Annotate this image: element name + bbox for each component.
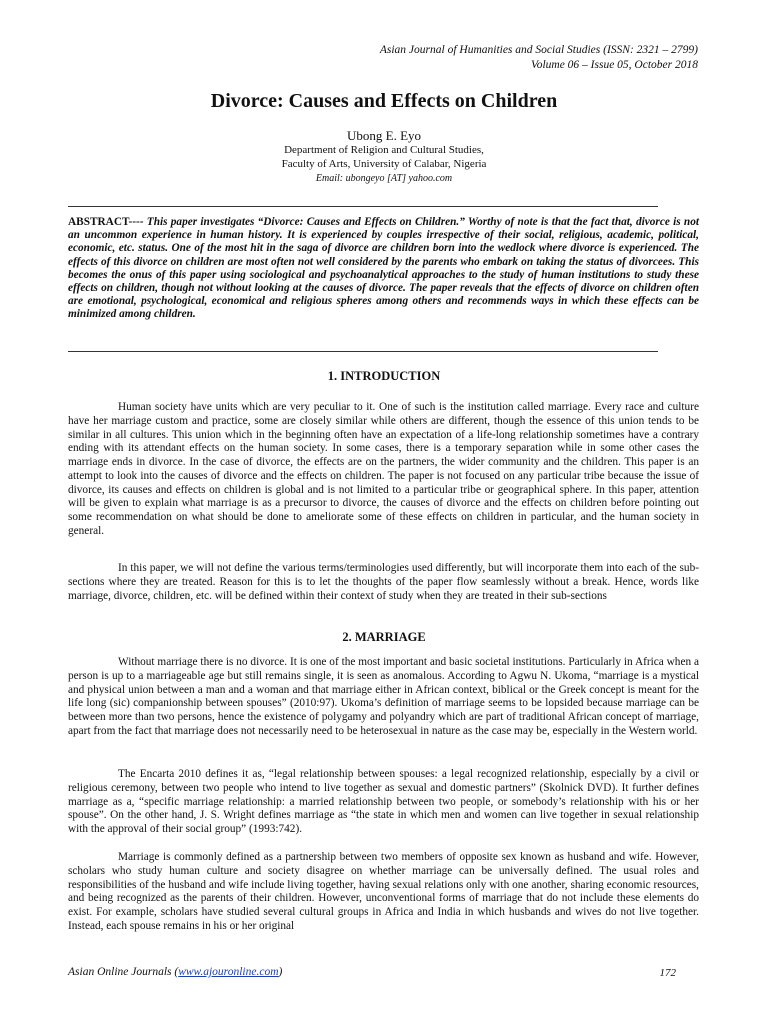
journal-issn-line: Asian Journal of Humanities and Social Studies (ISSN: 2321 – 2799) bbox=[379, 44, 698, 56]
page-number: 172 bbox=[659, 967, 676, 979]
abstract-lead: ABSTRACT---- bbox=[68, 216, 144, 228]
divider-bottom bbox=[68, 351, 658, 352]
marriage-paragraph-1: Without marriage there is no divorce. It is one of the most important and basic societal institutions. Particularly in Africa when a person is up to a marriageable age but still remains single, it is seen as anomalous. According to Agwu N. Ukoma, “marriage is a mystical and physical union between a man and a woman and that marriage either in African context, biblical or the Greek concept is meant for the life long (sic) companionship between spouses” (2010:97). Ukoma’s definition of marriage seems to be lopsided because marriage can be between more than two persons, hence the existence of polygamy and polyandry which are part of traditional African concept of marriage, apart from the fact that marriage does not necessarily need to be heterosexual in nature as the case may be, especially in the Western world. bbox=[68, 656, 699, 737]
author-block bbox=[0, 128, 768, 186]
journal-header bbox=[380, 43, 698, 73]
marriage-paragraph-3: Marriage is commonly defined as a partnership between two members of opposite sex known as husband and wife. However, scholars who study human culture and society disagree on whether marriage can be universally defined. The usual roles and responsibilities of the husband and wife include living together, having sexual relations only with one another, sharing economic resources, and being recognized as the parents of their children. However, unconventional forms of marriage that do not include these elements do exist. For example, scholars have studied several cultural groups in Africa and India in which husbands and wives do not live together. Instead, each spouse remains in his or her original bbox=[68, 851, 699, 932]
paper-title: Divorce: Causes and Effects on Children bbox=[210, 90, 558, 112]
author-name: Ubong E. Eyo bbox=[346, 128, 422, 143]
affiliation-line-1: Department of Religion and Cultural Studies, bbox=[284, 144, 484, 156]
divider-top bbox=[68, 206, 658, 207]
footer-journal-link[interactable]: www.ajouronline.com bbox=[178, 966, 279, 978]
marriage-paragraph-2: The Encarta 2010 defines it as, “legal relationship between spouses: a legal recognized relationship, especially by a civil or religious ceremony, between two people who intend to live together as sexual and domestic partners” (Skolnick DVD). It further defines marriage as a, “specific marriage relationship: a married relationship between two people, or somebody’s relationship with his or her spouse”. On the other hand, J. S. Wright defines marriage as “the state in which men and women can live together in sexual relationship with the approval of their social group” (1993:742). bbox=[68, 768, 699, 835]
intro-paragraph-1: Human society have units which are very peculiar to it. One of such is the institution called marriage. Every race and culture have her marriage custom and practice, some are closely similar while others are different, though the essence of this union tends to be similar in all cultures. This union which in the beginning often have an expectation of a life-long relationship sometimes have a contrary ending with its attendant effects on the human society. In some cases, there is a temporary separation while in some other cases the marriage ends in divorce. In the case of divorce, the effects are on the partners, the wider community and the children. This paper is an attempt to look into the causes of divorce and the effects on children. The paper is not focused on any particular tribe because the issue of divorce, its causes and effects on children is global and is not limited to a particular tribe or geographical sphere. In this paper, attention will be given to explain what marriage is as a precursor to divorce, the causes of divorce and the effects on children before pointing out some recommendation on what should be done to ameliorate some of these effects on children in particular, and the human society in general. bbox=[68, 401, 699, 537]
footer-journal bbox=[68, 966, 282, 978]
journal-volume-line: Volume 06 – Issue 05, October 2018 bbox=[530, 59, 698, 71]
abstract bbox=[68, 216, 699, 322]
intro-paragraph-2: In this paper, we will not define the various terms/terminologies used differently, but will incorporate them into each of the sub-sections where they are treated. Reason for this is to let the thoughts of the paper flow seamlessly without a break. Hence, words like marriage, divorce, children, etc. will be defined within their context of study when they are treated in their sub-sections bbox=[68, 562, 699, 602]
abstract-text: This paper investigates “Divorce: Causes and Effects on Children.” Worthy of note is that the fact that, divorce is not an uncommon experience in human history. It is experienced by couples irrespective of their social, religious, academic, political, economic, etc. status. One of the most hit in the saga of divorce are children born into the wedlock where divorce is experienced. The effects of this divorce on children are most often not well considered by the parents who embark on taking the status of divorcees. This becomes the onus of this paper using sociological and psychoanalytical approaches to the study of human institutions to study these effects on children, though not without looking at the causes of divorce. The paper reveals that the effects of divorce on children often are emotional, psychological, economical and religious spheres among others and recommends ways in which these effects can be minimized among children. bbox=[68, 216, 699, 321]
affiliation-line-2: Faculty of Arts, University of Calabar, Nigeria bbox=[281, 157, 487, 170]
footer-journal-prefix: Asian Online Journals ( bbox=[68, 966, 179, 978]
section-heading-introduction: 1. INTRODUCTION bbox=[327, 369, 441, 383]
section-heading-marriage: 2. MARRIAGE bbox=[342, 630, 426, 644]
footer-journal-suffix: ) bbox=[278, 966, 283, 978]
author-email: Email: ubongeyo [AT] yahoo.com bbox=[315, 173, 453, 184]
